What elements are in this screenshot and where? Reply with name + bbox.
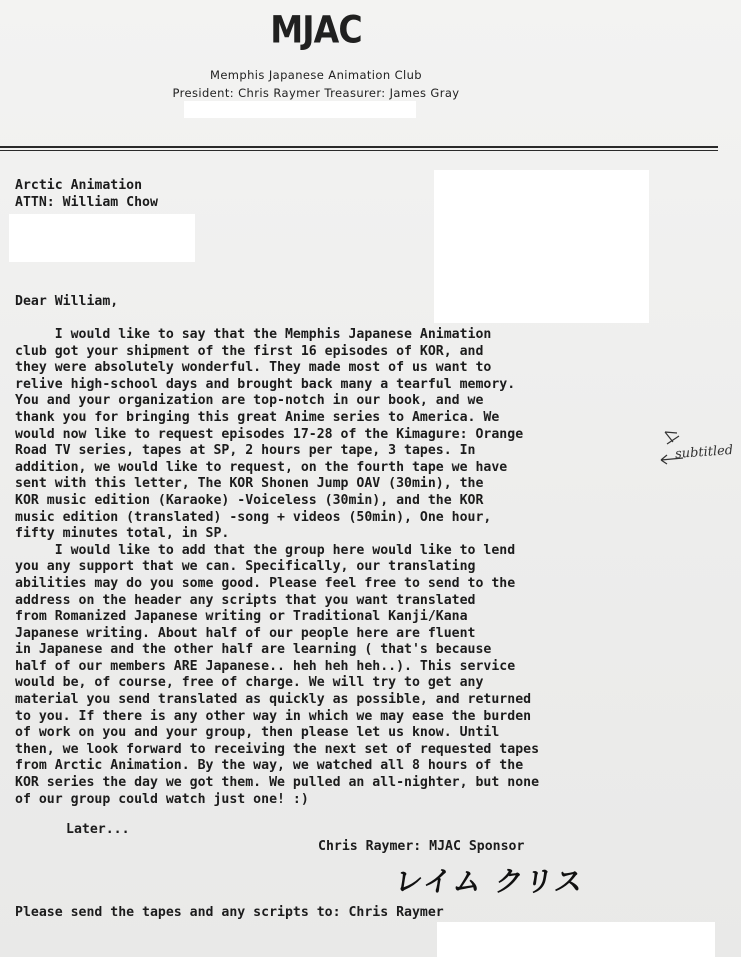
body-line: You and your organization are top-notch in our book, and we [15, 393, 484, 409]
redacted-recipient-address [9, 214, 195, 262]
body-line: half of our members ARE Japanese.. heh heh heh..). This service [15, 658, 516, 674]
body-line: music edition (translated) -song + videos (50min), One hour, [15, 509, 492, 525]
body-line: material you send translated as quickly as possible, and returned [15, 692, 532, 708]
body-line: club got your shipment of the first 16 episodes of KOR, and [15, 343, 484, 359]
body-line: would now like to request episodes 17-28 of the Kimagure: Orange [15, 426, 524, 442]
closing: Later... [66, 822, 130, 837]
body-line: Japanese writing. About half of our people here are fluent [15, 625, 476, 641]
body-line: thank you for bringing this great Anime series to America. We [15, 409, 500, 425]
body-line: in Japanese and the other half are learning ( that's because [15, 642, 492, 658]
body-line: address on the header any scripts that you want translated [15, 592, 476, 608]
body-line: to you. If there is any other way in which we may ease the burden [15, 708, 532, 724]
club-officers: President: Chris Raymer Treasurer: James Gray [172, 86, 460, 100]
body-line: I would like to add that the group here would like to lend [15, 542, 516, 558]
body-line: you any support that we can. Specifically, our translating [15, 559, 476, 575]
recipient-name: Arctic Animation [15, 178, 143, 193]
body-line: of our group could watch just one! :) [15, 791, 309, 807]
body-line: then, we look forward to receiving the next set of requested tapes [15, 741, 540, 757]
body-line: addition, we would like to request, on the fourth tape we have [15, 459, 508, 475]
body-line: abilities may do you some good. Please feel free to send to the [15, 575, 516, 591]
body-line: they were absolutely wonderful. They made most of us want to [15, 360, 492, 376]
sender-name: Chris Raymer: MJAC Sponsor [318, 839, 525, 854]
body-line: I would like to say that the Memphis Japanese Animation [15, 327, 492, 342]
postscript: Please send the tapes and any scripts to: Chris Raymer [15, 905, 444, 920]
redacted-header-address [184, 101, 416, 118]
body-line: fifty minutes total, in SP. [15, 526, 230, 542]
body-line: from Arctic Animation. By the way, we watched all 8 hours of the [15, 758, 524, 774]
recipient-attn: ATTN: William Chow [15, 195, 158, 210]
salutation: Dear William, [15, 294, 119, 309]
club-name: Memphis Japanese Animation Club [210, 68, 422, 82]
body-line: sent with this letter, The KOR Shonen Jump OAV (30min), the [15, 476, 484, 492]
handwritten-signature: レイム クリス [392, 865, 587, 898]
redacted-stamp-area [434, 170, 649, 323]
header-divider [0, 146, 718, 148]
body-line: of work on you and your group, then please let us know. Until [15, 725, 500, 741]
club-logo: MJAC [270, 8, 362, 53]
body-line: from Romanized Japanese writing or Traditional Kanji/Kana [15, 609, 468, 625]
body-line: relive high-school days and brought back many a tearful memory. [15, 376, 516, 392]
body-line: KOR series the day we got them. We pulled an all-nighter, but none [15, 775, 540, 791]
body-line: would be, of course, free of charge. We will try to get any [15, 675, 484, 691]
redacted-return-address [437, 922, 715, 957]
margin-note: subtitled [674, 442, 734, 463]
body-line: Road TV series, tapes at SP, 2 hours per tape, 3 tapes. In [15, 443, 476, 459]
body-line: KOR music edition (Karaoke) -Voiceless (30min), and the KOR [15, 492, 484, 508]
letter-body [15, 327, 539, 808]
header-divider-thin [0, 150, 718, 151]
